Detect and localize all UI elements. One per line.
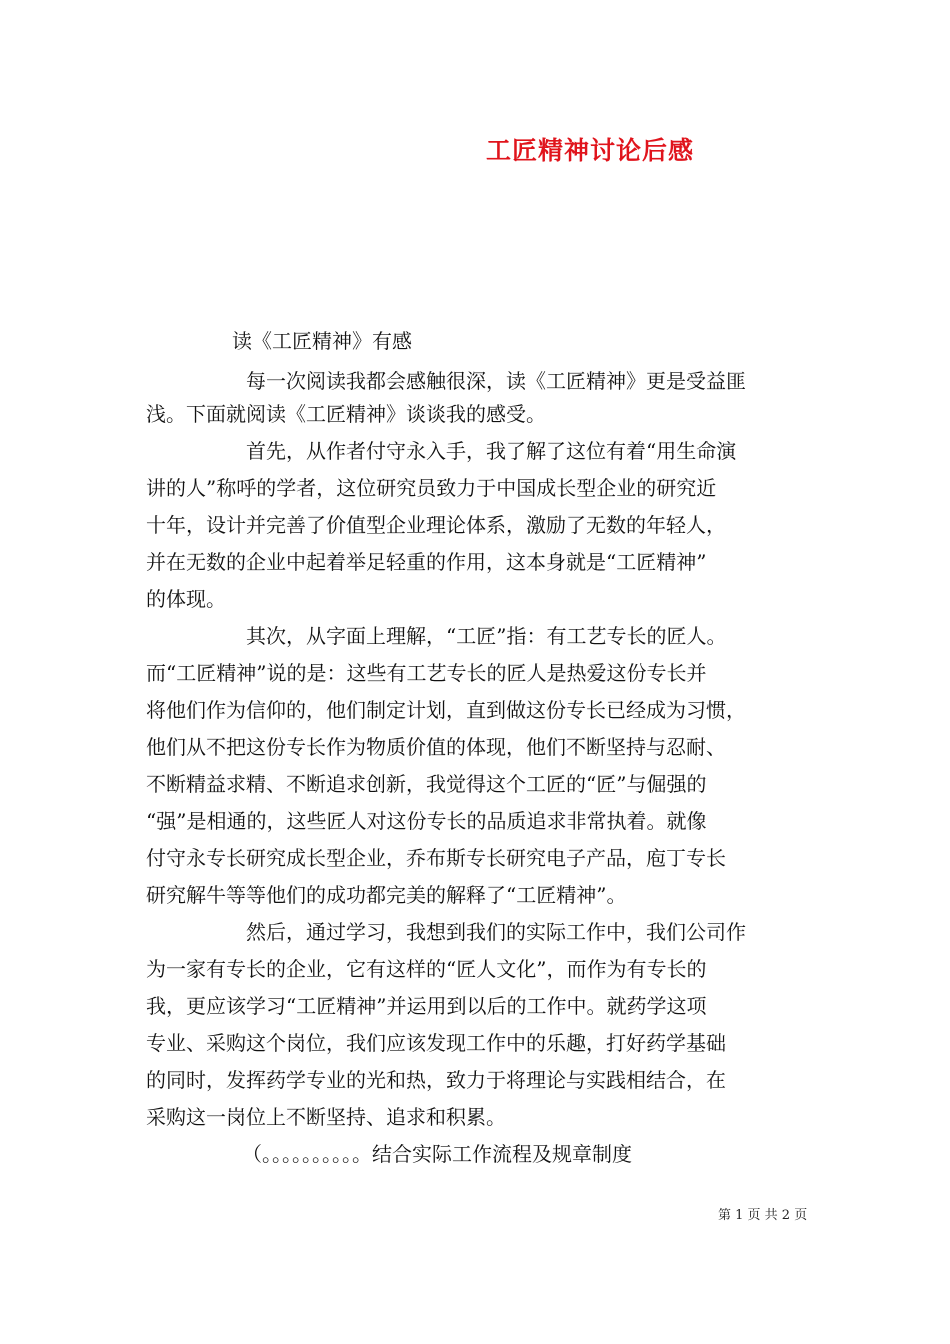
body-line: 付守永专长研究成长型企业，乔布斯专长研究电子产品，庖丁专长 xyxy=(146,846,726,870)
body-line: 浅。下面就阅读《工匠精神》谈谈我的感受。 xyxy=(146,402,546,426)
body-line: 每一次阅读我都会感触很深，读《工匠精神》更是受益匪 xyxy=(246,369,746,393)
document-title: 工匠精神讨论后感 xyxy=(485,136,694,165)
body-line: 并在无数的企业中起着举足轻重的作用，这本身就是“工匠精神” xyxy=(146,550,707,574)
body-line: 我，更应该学习“工匠精神”并运用到以后的工作中。就药学这项 xyxy=(146,994,707,1018)
body-line: 他们从不把这份专长作为物质价值的体现，他们不断坚持与忍耐、 xyxy=(146,735,726,759)
body-line: 然后，通过学习，我想到我们的实际工作中，我们公司作 xyxy=(246,920,746,944)
body-line: （。。。。。。。。。。结合实际工作流程及规章制度 xyxy=(242,1142,632,1166)
page-footer: 第 1 页 共 2 页 xyxy=(718,1208,808,1223)
body-line: 其次，从字面上理解，“工匠”指：有工艺专长的匠人。 xyxy=(246,624,727,648)
body-line: 讲的人”称呼的学者，这位研究员致力于中国成长型企业的研究近 xyxy=(146,476,717,500)
body-line: 的同时，发挥药学专业的光和热，致力于将理论与实践相结合，在 xyxy=(146,1068,726,1092)
body-line: “强”是相通的，这些匠人对这份专长的品质追求非常执着。就像 xyxy=(146,809,707,833)
body-line: 十年，设计并完善了价值型企业理论体系，激励了无数的年轻人， xyxy=(146,513,726,537)
body-line: 采购这一岗位上不断坚持、追求和积累。 xyxy=(146,1105,506,1129)
body-line: 而“工匠精神”说的是：这些有工艺专长的匠人是热爱这份专长并 xyxy=(146,661,707,685)
body-line: 的体现。 xyxy=(146,587,226,611)
body-line: 专业、采购这个岗位，我们应该发现工作中的乐趣，打好药学基础 xyxy=(146,1031,726,1055)
body-line: 研究解牛等等他们的成功都完美的解释了“工匠精神”。 xyxy=(146,883,627,907)
body-line: 首先，从作者付守永入手，我了解了这位有着“用生命演 xyxy=(246,439,737,463)
body-line: 将他们作为信仰的，他们制定计划，直到做这份专长已经成为习惯， xyxy=(146,698,746,722)
body-line: 不断精益求精、不断追求创新，我觉得这个工匠的“匠”与倔强的 xyxy=(146,772,707,796)
body-line: 为一家有专长的企业，它有这样的“匠人文化”，而作为有专长的 xyxy=(146,957,707,981)
document-subtitle: 读《工匠精神》有感 xyxy=(232,329,412,353)
